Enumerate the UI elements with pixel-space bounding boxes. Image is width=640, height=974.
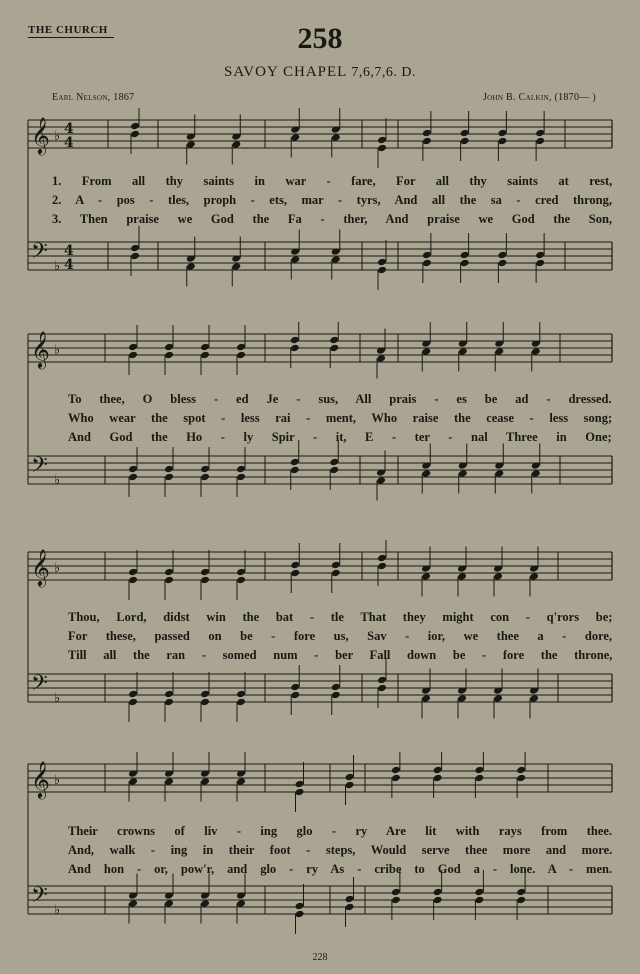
hymn-number: 258	[297, 22, 343, 55]
bass-clef-icon: 𝄢	[31, 671, 48, 701]
meter: 7,6,7,6. D.	[351, 65, 416, 80]
bass-clef-icon: 𝄢	[31, 883, 48, 913]
page-number: 228	[312, 952, 328, 963]
lyric-line: Till all the ran - somed num - ber Fall down be - fore the throne,	[68, 648, 613, 662]
flat-icon: ♭	[54, 343, 61, 358]
time-signature-bottom: 4	[64, 135, 74, 151]
flat-icon: ♭	[54, 259, 61, 274]
time-signature-bottom: 4	[64, 257, 74, 273]
tune-line	[0, 64, 640, 81]
author-credit: Earl Nelson, 1867	[52, 92, 135, 103]
bass-clef-icon: 𝄢	[31, 239, 48, 269]
treble-clef-icon: 𝄞	[31, 548, 50, 586]
bass-clef-icon: 𝄢	[31, 453, 48, 483]
music-system	[0, 108, 640, 308]
flat-icon: ♭	[54, 691, 61, 706]
lyric-line: 2. A - pos - tles, proph - ets, mar - tyrs, And all the sa - cred throng,	[52, 193, 612, 207]
lyric-line: And God the Ho - ly Spir - it, E - ter - nal Three in One;	[68, 430, 612, 444]
lyric-line: And, walk - ing in their foot - steps, Would serve thee more and more.	[68, 843, 613, 857]
tune-name: SAVOY CHAPEL	[224, 64, 348, 80]
time-signature-top: 4	[64, 243, 74, 259]
treble-clef-icon: 𝄞	[31, 330, 50, 368]
composer-credit: John B. Calkin, (1870— )	[482, 92, 596, 103]
lyric-line: And hon - or, pow'r, and glo - ry As - cribe to God a - lone. A - men.	[68, 862, 613, 876]
lyric-line: 1. From all thy saints in war - fare, For all thy saints at rest,	[52, 174, 613, 188]
flat-icon: ♭	[54, 473, 61, 488]
treble-clef-icon: 𝄞	[31, 760, 50, 798]
flat-icon: ♭	[54, 561, 61, 576]
flat-icon: ♭	[54, 903, 61, 918]
lyric-line: Thou, Lord, didst win the bat - tle That they might con - q'rors be;	[68, 610, 613, 624]
lyric-line: To thee, O bless - ed Je - sus, All prais - es be ad - dressed.	[68, 392, 612, 406]
flat-icon: ♭	[54, 773, 61, 788]
lyric-line: Who wear the spot - less rai - ment, Who raise the cease - less song;	[68, 411, 613, 425]
lyric-line: For these, passed on be - fore us, Sav - ior, we thee a - dore,	[68, 629, 613, 643]
time-signature-top: 4	[64, 121, 74, 137]
lyric-line: 3. Then praise we God the Fa - ther, And praise we God the Son,	[52, 212, 613, 226]
treble-clef-icon: 𝄞	[31, 116, 50, 154]
lyric-line: Their crowns of liv - ing glo - ry Are lit with rays from thee.	[68, 824, 613, 838]
flat-icon: ♭	[54, 129, 61, 144]
section-title: THE CHURCH	[28, 24, 108, 36]
